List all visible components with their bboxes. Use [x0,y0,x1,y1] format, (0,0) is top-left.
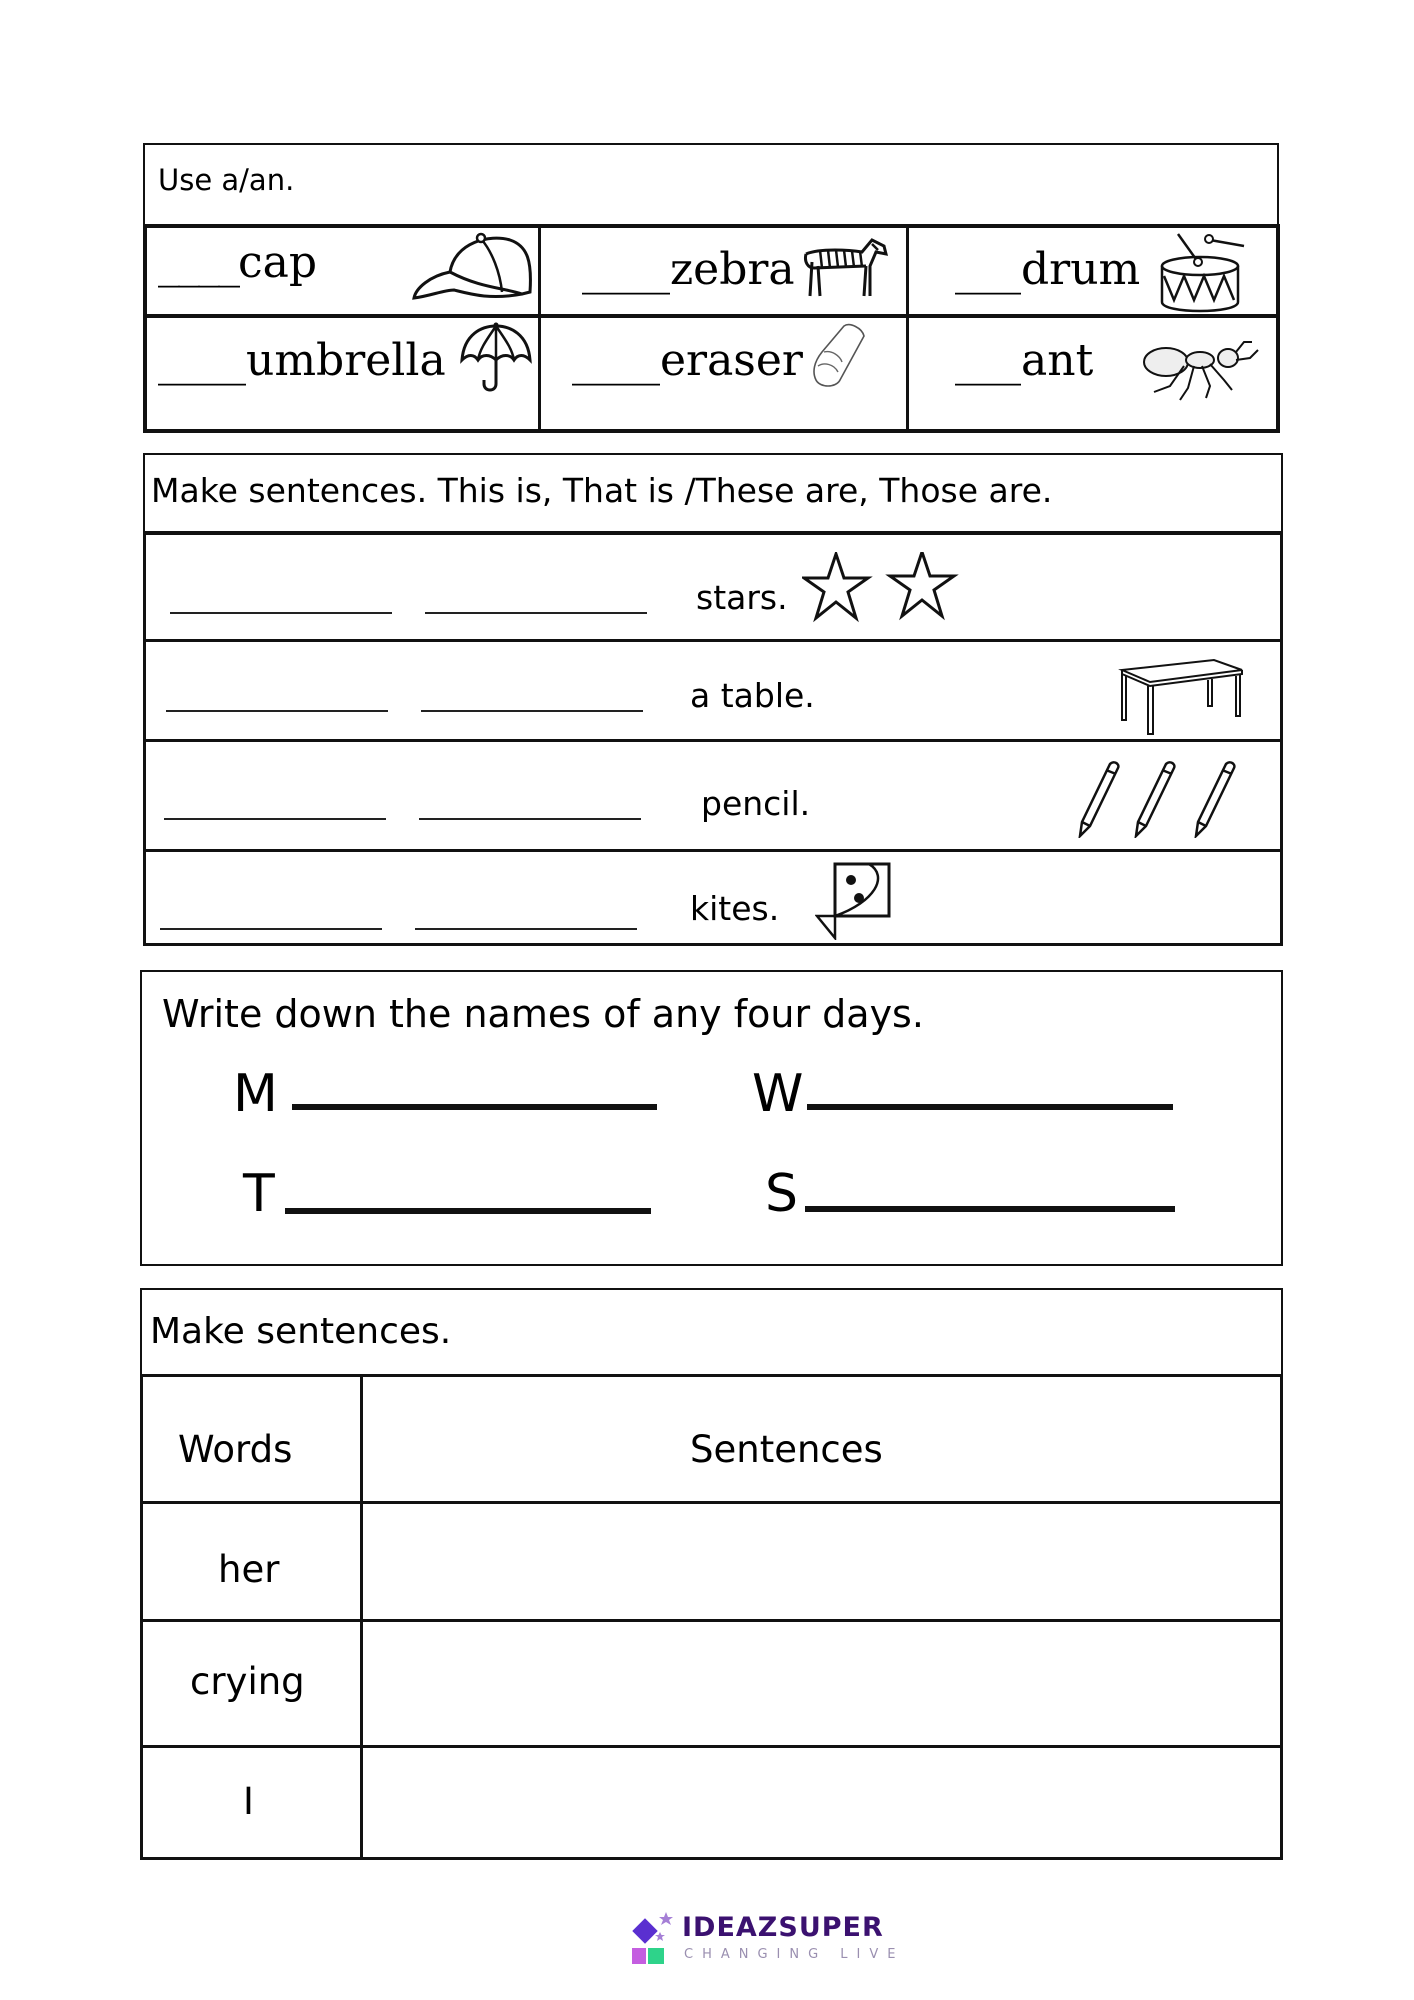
word-cell: her [218,1548,280,1591]
day-answer-line[interactable] [292,1104,657,1110]
header-words: Words [178,1428,293,1471]
day-answer-line[interactable] [807,1104,1173,1110]
sentence-blank-2[interactable] [421,710,643,712]
eraser-icon [810,322,870,392]
divider [143,224,147,433]
pencil-icon [1076,760,1256,838]
brand-name: IDEAZSUPER [682,1912,884,1943]
answer-blank[interactable]: ___ [955,335,1021,386]
divider [143,314,1279,318]
sentence-cell[interactable] [364,1748,1280,1856]
article-item-cap[interactable] [158,237,318,288]
sentences-instruction: Make sentences. [150,1311,452,1352]
sentence-blank-1[interactable] [164,818,386,820]
drum-icon [1160,232,1250,314]
sentence-blank-1[interactable] [166,710,388,712]
article-item-umbrella[interactable] [158,335,446,386]
sentence-blank-1[interactable] [170,612,392,614]
sentence-blank-2[interactable] [425,612,647,614]
word-cell: I [243,1780,254,1823]
sentence-ending-pencil: pencil. [701,784,811,823]
sentence-ending-kites: kites. [690,889,780,928]
day-letter-s: S [765,1164,799,1224]
divider [538,226,541,432]
logo-mark-icon [630,1910,676,1970]
sentence-ending-table: a table. [690,676,815,715]
article-item-ant[interactable] [955,335,1094,386]
divider [360,1376,363,1860]
divider [143,849,1283,852]
sentence-cell[interactable] [364,1504,1280,1618]
articles-instruction: Use a/an. [158,163,295,197]
demonstratives-instruction: Make sentences. This is, That is /These are, Those are. [151,471,1053,510]
divider [906,226,909,432]
article-item-zebra[interactable] [582,244,795,295]
ant-icon [1140,336,1262,404]
item-word: ant [1021,335,1094,386]
item-word: eraser [660,335,803,386]
day-letter-m: M [233,1064,278,1124]
word-cell: crying [190,1660,305,1703]
cap-icon [410,232,536,306]
article-item-drum[interactable] [955,244,1141,295]
answer-blank[interactable]: ____ [158,237,238,288]
day-answer-line[interactable] [285,1208,651,1214]
brand-logo [630,1910,910,1980]
answer-blank[interactable]: ___ [955,244,1021,295]
divider [143,429,1279,433]
answer-blank[interactable]: ____ [572,335,660,386]
umbrella-icon [458,322,534,394]
day-letter-t: T [243,1164,275,1224]
sentence-blank-2[interactable] [419,818,641,820]
day-answer-line[interactable] [805,1206,1175,1212]
brand-tagline: CHANGING LIVE [684,1947,905,1962]
item-word: zebra [670,244,795,295]
zebra-icon [800,236,890,300]
divider [143,739,1283,742]
sentence-cell[interactable] [364,1622,1280,1744]
day-letter-w: W [752,1064,804,1124]
divider [143,639,1283,642]
days-instruction: Write down the names of any four days. [162,992,924,1036]
divider [1276,224,1280,433]
item-word: cap [238,237,318,288]
item-word: umbrella [246,335,446,386]
kite-icon [815,862,893,940]
table-icon [1118,658,1246,736]
answer-blank[interactable]: ____ [158,335,246,386]
sentence-ending-stars: stars. [696,578,788,617]
stars-icon [802,552,982,624]
header-sentences: Sentences [690,1428,883,1471]
divider [143,224,1279,228]
item-word: drum [1021,244,1141,295]
article-item-eraser[interactable] [572,335,803,386]
sentence-blank-1[interactable] [160,928,382,930]
answer-blank[interactable]: ____ [582,244,670,295]
sentence-blank-2[interactable] [415,928,637,930]
